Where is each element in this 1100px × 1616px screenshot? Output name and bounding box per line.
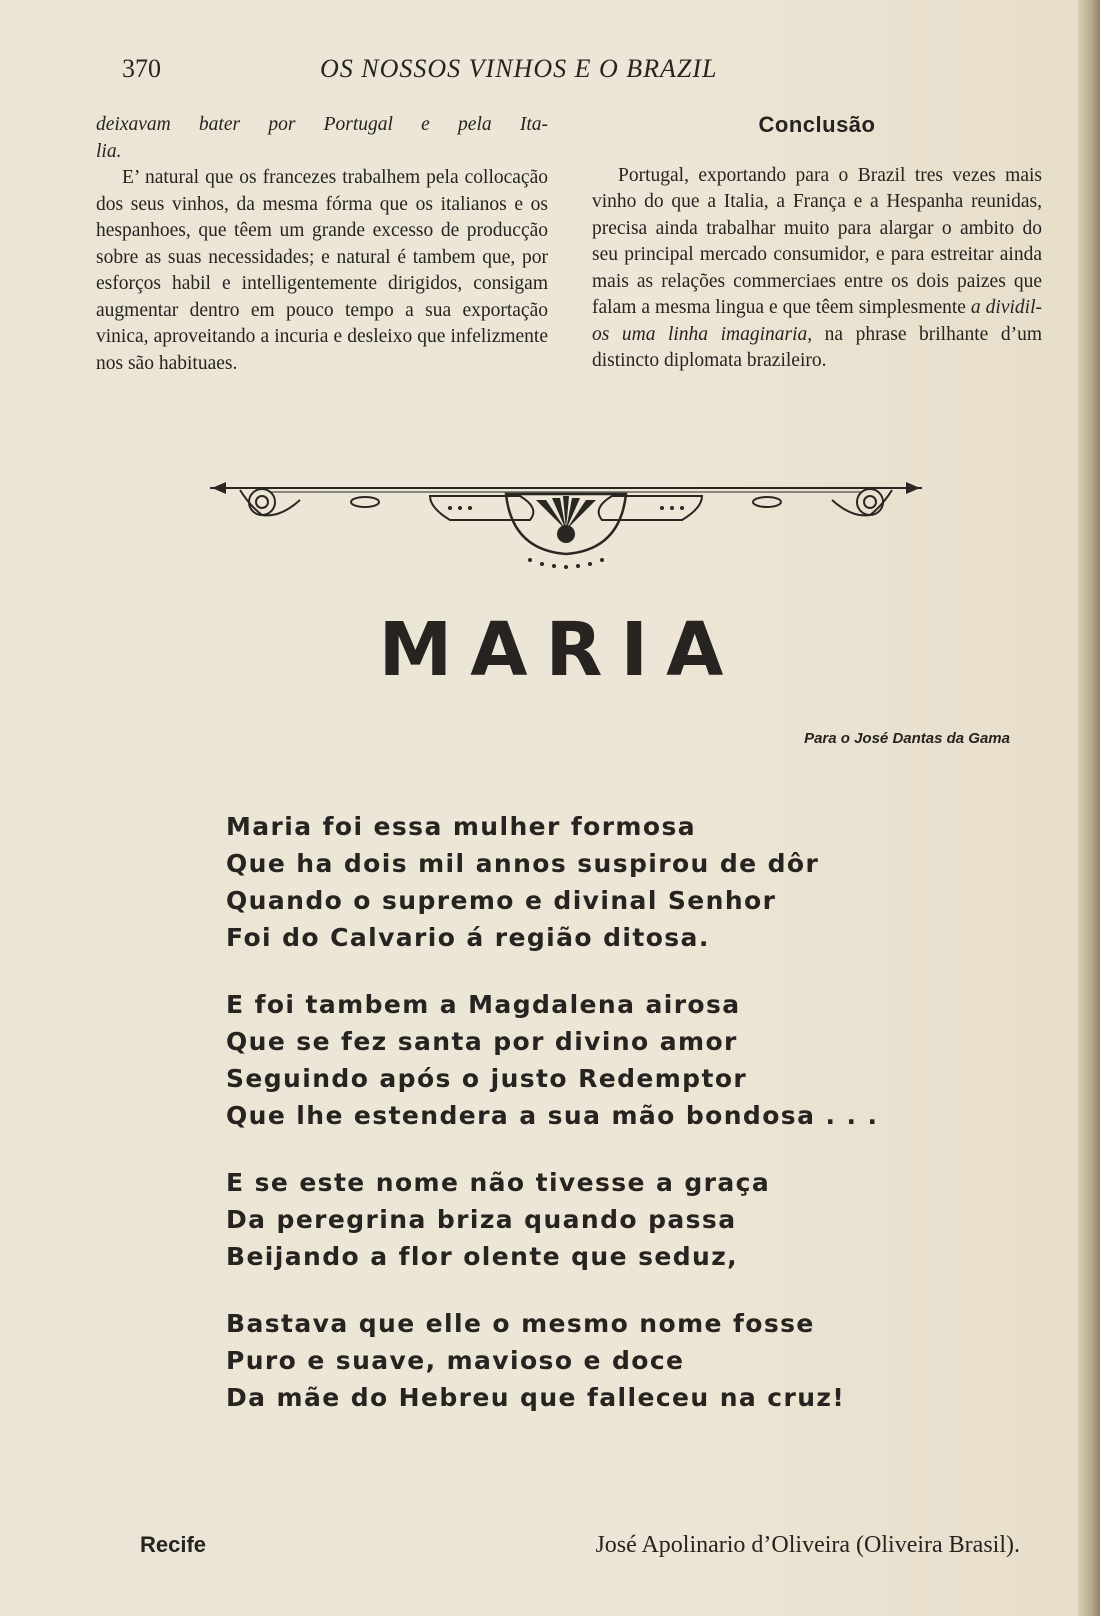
left-column	[96, 112, 548, 377]
verse-line: Foi do Calvario á região ditosa.	[226, 923, 710, 952]
stanza-4	[226, 1305, 1006, 1416]
verse-line: Que ha dois mil annos suspirou de dôr	[226, 849, 820, 878]
verse-line: Quando o supremo e divinal Senhor	[226, 886, 777, 915]
verse-line: E foi tambem a Magdalena airosa	[226, 990, 741, 1019]
verse-line: Maria foi essa mulher formosa	[226, 812, 696, 841]
continuation-line-2: lia.	[96, 140, 122, 162]
verse-line: Que se fez santa por divino amor	[226, 1027, 738, 1056]
verse-line: Da mãe do Hebreu que falleceu na cruz!	[226, 1383, 846, 1412]
conclusion-paragraph	[592, 163, 1042, 375]
verse-line: Que lhe estendera a sua mão bondosa . . .	[226, 1101, 879, 1130]
page-header	[0, 48, 1100, 88]
poem-title: MARIA	[378, 607, 742, 693]
poem-place: Recife	[140, 1532, 207, 1557]
poem-author-signature: José Apolinario d’Oliveira (Oliveira Brasil).	[595, 1532, 1020, 1558]
continuation-line-1: deixavam bater por Portugal e pela Ita-	[96, 114, 548, 135]
verse-line: Puro e suave, mavioso e doce	[226, 1346, 685, 1375]
conclusion-italic-quote: a dividil-os uma linha imaginaria,	[592, 297, 1042, 345]
verse-line: E se este nome não tivesse a graça	[226, 1168, 771, 1197]
left-column-continuation	[96, 112, 548, 139]
conclusion-text-part-1: Portugal, exportando para o Brazil tres vezes mais vinho do que a Italia, a França e a Hespanha reunidas, precisa ainda trabalhar muito para alargar o ambito do seu principal mercado consumidor, e para estreitar ainda mais as relações commerciaes entre os dois paizes que falam a mesma lingua e que têem simplesmente	[592, 164, 1042, 318]
decorative-ornament-divider	[210, 478, 922, 574]
verse-line: Da peregrina briza quando passa	[226, 1205, 737, 1234]
left-column-paragraph: E’ natural que os francezes trabalhem pela collocação dos seus vinhos, da mesma fórma que os italianos e os hespanhoes, que têem um grande excesso de producção sobre as suas necessidades; e natural é tambem que, por esforços habil e intelligentemente dirigidos, consigam augmentar dentro em pouco tempo a sua exportação vinica, aproveitando a incuria e desleixo que infelizmente nos são habituaes.	[96, 167, 548, 374]
page-number: 370	[122, 54, 161, 83]
section-heading-conclusao: Conclusão	[758, 112, 876, 137]
stanza-3	[226, 1164, 1006, 1275]
poem-dedication: Para o José Dantas da Gama	[804, 730, 1010, 747]
conclusion-text-part-2: na phrase brilhante d’um distincto diplomata brazileiro.	[592, 323, 1043, 371]
running-title: OS NOSSOS VINHOS E O BRAZIL	[320, 54, 718, 83]
verse-line: Beijando a flor olente que seduz,	[226, 1242, 739, 1271]
poem-body	[226, 808, 1006, 1446]
verse-line: Seguindo após o justo Redemptor	[226, 1064, 748, 1093]
stanza-1	[226, 808, 1006, 956]
page-edge-shadow	[1078, 0, 1100, 1616]
verse-line: Bastava que elle o mesmo nome fosse	[226, 1309, 815, 1338]
stanza-2	[226, 986, 1006, 1134]
right-column	[592, 112, 1042, 375]
